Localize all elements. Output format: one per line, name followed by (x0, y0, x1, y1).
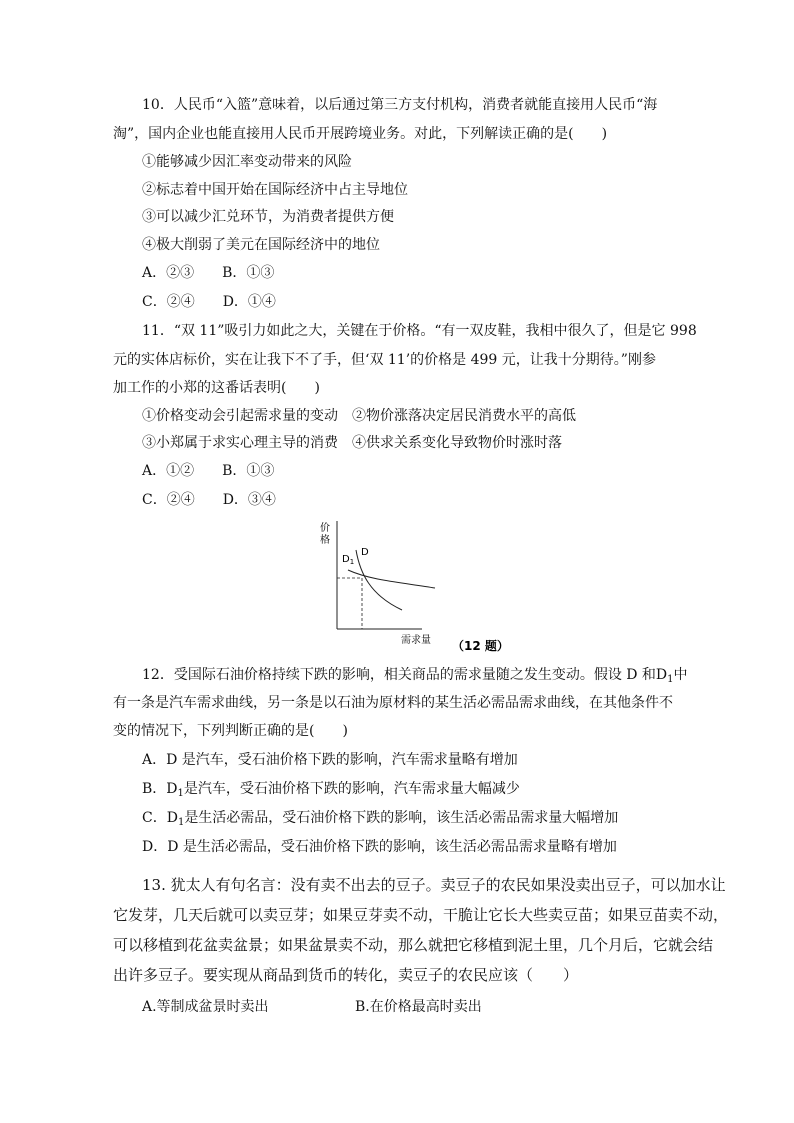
q13-stem-line2: 它发芽，几天后就可以卖豆芽；如果豆芽卖不动，干脆让它长大些卖豆苗；如果豆苗卖不动， (113, 906, 729, 924)
q10-options-row1: A．②③ B．①③ (142, 265, 275, 281)
q13-option-b: B.在价格最高时卖出 (355, 999, 482, 1015)
q10-options-row2: C．②④ D．①④ (142, 294, 276, 310)
q10-item-2: ②标志着中国开始在国际经济中占主导地位 (142, 182, 408, 198)
q12-stem-line2: 有一条是汽车需求曲线，另一条是以石油为原材料的某生活必需品需求曲线，在其他条件不 (113, 695, 673, 711)
q11-stem-line1: 11．“双 11”吸引力如此之大，关键在于价格。“有一双皮鞋，我相中很久了，但是它 998 (142, 323, 697, 339)
q11-options-row1: A．①② B．①③ (142, 463, 275, 479)
q12-option-c: C．$D_1$是生活必需品，受石油价格下跌的影响，该生活必需品需求量大幅增加 (142, 810, 619, 828)
q11-items-row1: ①价格变动会引起需求量的变动 ②物价涨落决定居民消费水平的高低 (142, 408, 576, 424)
demand-curve-figure (312, 515, 512, 660)
q10-item-1: ①能够减少因汇率变动带来的风险 (142, 154, 352, 170)
y-axis-label-char2: 格 (320, 535, 330, 546)
q11-stem-line3: 加工作的小郑的这番话表明( ) (113, 380, 320, 396)
curve-d1 (348, 570, 435, 588)
q11-items-row2: ③小郑属于求实心理主导的消费 ④供求关系变化导致物价时涨时落 (142, 435, 562, 451)
q10-item-4: ④极大削弱了美元在国际经济中的地位 (142, 237, 380, 253)
q12-option-d: D．D 是生活必需品，受石油价格下跌的影响，该生活必需品需求量略有增加 (142, 839, 617, 855)
curve-d-label: D (361, 547, 369, 558)
q12-stem-line1: 12．受国际石油价格持续下跌的影响，相关商品的需求量随之发生变动。假设 D 和$D_1$中 (142, 667, 688, 685)
q12-option-b: B．$D_1$是汽车，受石油价格下跌的影响，汽车需求量大幅减少 (142, 781, 520, 799)
curve-d (356, 550, 402, 610)
q13-stem-line1: 13. 犹太人有句名言：没有卖不出去的豆子。卖豆子的农民如果没卖出豆子，可以加水让 (142, 876, 726, 894)
x-axis-label: 需求量 (401, 635, 431, 646)
y-axis-label-char1: 价 (320, 523, 330, 534)
q10-stem-line1: 10．人民币“入篮”意味着，以后通过第三方支付机构，消费者就能直接用人民币“海 (142, 97, 658, 113)
q10-stem-line2: 淘”，国内企业也能直接用人民币开展跨境业务。对此，下列解读正确的是( ) (113, 126, 608, 142)
q12-stem-line3: 变的情况下，下列判断正确的是( ) (113, 723, 348, 739)
q10-item-3: ③可以减少汇兑环节，为消费者提供方便 (142, 209, 394, 225)
q12-option-a: A．D 是汽车，受石油价格下跌的影响，汽车需求量略有增加 (142, 752, 518, 768)
curve-d1-label: $D_1$ (342, 554, 355, 566)
q13-stem-line3: 可以移植到花盆卖盆景；如果盆景卖不动，那么就把它移植到泥土里，几个月后，它就会结 (113, 936, 714, 954)
q13-stem-line4: 出许多豆子。要实现从商品到货币的转化，卖豆子的农民应该（ ） (113, 966, 579, 984)
q11-stem-line2: 元的实体店标价，实在让我下不了手，但‘双 11’的价格是 499 元，让我十分期待。”刚参 (113, 352, 656, 368)
q13-option-a: A.等制成盆景时卖出 (142, 999, 269, 1015)
q11-options-row2: C．②④ D．③④ (142, 492, 276, 508)
figure-caption: （12 题） (452, 639, 509, 653)
